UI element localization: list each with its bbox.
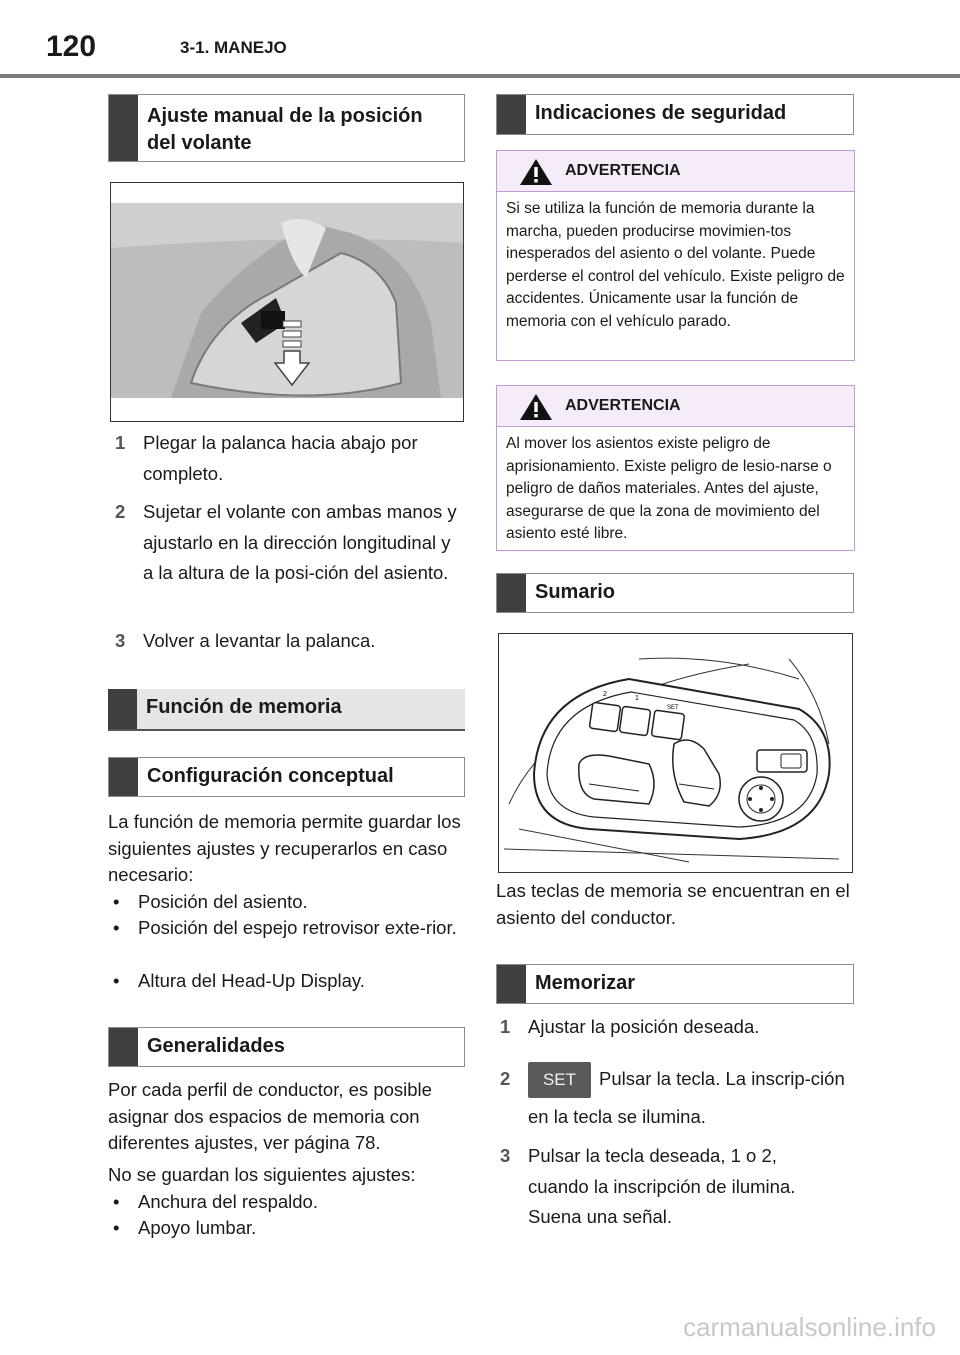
heading-sumario: Sumario xyxy=(496,573,854,613)
header-rule xyxy=(0,74,960,78)
step-volante-3: 3 Volver a levantar la palanca. xyxy=(115,630,376,651)
general-text: Por cada perfil de conductor, es posible asignar dos espacios de memoria con diferentes ajustes, ver página 78. xyxy=(108,1079,432,1153)
step-volante-1: 1 Plegar la palanca hacia abajo por completo. xyxy=(115,432,418,484)
page-number: 120 xyxy=(46,30,97,63)
key-label-1: 1 xyxy=(635,695,639,702)
warning-label: ADVERTENCIA xyxy=(565,397,681,414)
sumario-text: Las teclas de memoria se encuentran en el asiento del conductor. xyxy=(496,880,850,928)
warning-label: ADVERTENCIA xyxy=(565,162,681,179)
key-label-2: 2 xyxy=(603,691,607,698)
set-key-icon: SET xyxy=(528,1062,591,1098)
heading-generalidades: Generalidades xyxy=(108,1027,465,1067)
steering-lever-figure xyxy=(110,182,464,422)
general-bullet-1: • Anchura del respaldo. xyxy=(113,1191,318,1212)
heading-ajuste-volante: Ajuste manual de la posición del volante xyxy=(108,94,465,162)
config-intro: La función de memoria permite guardar los siguientes ajustes y recuperarlos en caso necesario: xyxy=(108,811,461,885)
step-memorizar-3: 3 Pulsar la tecla deseada, 1 o 2, cuando la inscripción de ilumina. Suena una señal. xyxy=(500,1145,796,1227)
config-bullet-3: • Altura del Head-Up Display. xyxy=(113,970,365,991)
watermark: carmanualsonline.info xyxy=(683,1312,936,1342)
warning-box-1 xyxy=(496,150,855,361)
heading-memorizar: Memorizar xyxy=(496,964,854,1004)
warning-box-2 xyxy=(496,385,855,551)
step-volante-2: 2 Sujetar el volante con ambas manos y ajustarlo en la dirección longitudinal y a la altura de la posi-ción del asiento. xyxy=(115,501,457,583)
general-bullet-2: • Apoyo lumbar. xyxy=(113,1217,257,1238)
step-memorizar-2: 2 SET Pulsar la tecla. La inscrip-ción en la tecla se ilumina. xyxy=(500,1060,855,1136)
warning-text: Si se utiliza la función de memoria durante la marcha, pueden producirse movimien-tos inesperados del asiento o del volante. Puede perderse el control del vehículo. Existe peligro de accidentes. Únicamente usar la función de memoria con el vehículo parado. xyxy=(506,200,845,330)
seat-controls-figure xyxy=(498,633,853,873)
heading-funcion-memoria: Función de memoria xyxy=(108,689,465,731)
step-memorizar-1: 1 Ajustar la posición deseada. xyxy=(500,1016,760,1037)
config-bullet-2: • Posición del espejo retrovisor exte-rior. xyxy=(113,917,457,938)
general-text-2: No se guardan los siguientes ajustes: xyxy=(108,1164,416,1185)
config-bullet-1: • Posición del asiento. xyxy=(113,891,308,912)
warning-triangle-icon xyxy=(519,158,553,186)
chapter-title: 3-1. MANEJO xyxy=(180,38,287,57)
heading-configuracion: Configuración conceptual xyxy=(108,757,465,797)
warning-text: Al mover los asientos existe peligro de aprisionamiento. Existe peligro de lesio-narse o peligro de daños materiales. Antes del ajuste, asegurarse de que la zona de movimiento del asiento esté libre. xyxy=(506,435,832,542)
heading-seguridad: Indicaciones de seguridad xyxy=(496,94,854,135)
key-label-set: SET xyxy=(667,705,679,711)
warning-triangle-icon xyxy=(519,393,553,421)
